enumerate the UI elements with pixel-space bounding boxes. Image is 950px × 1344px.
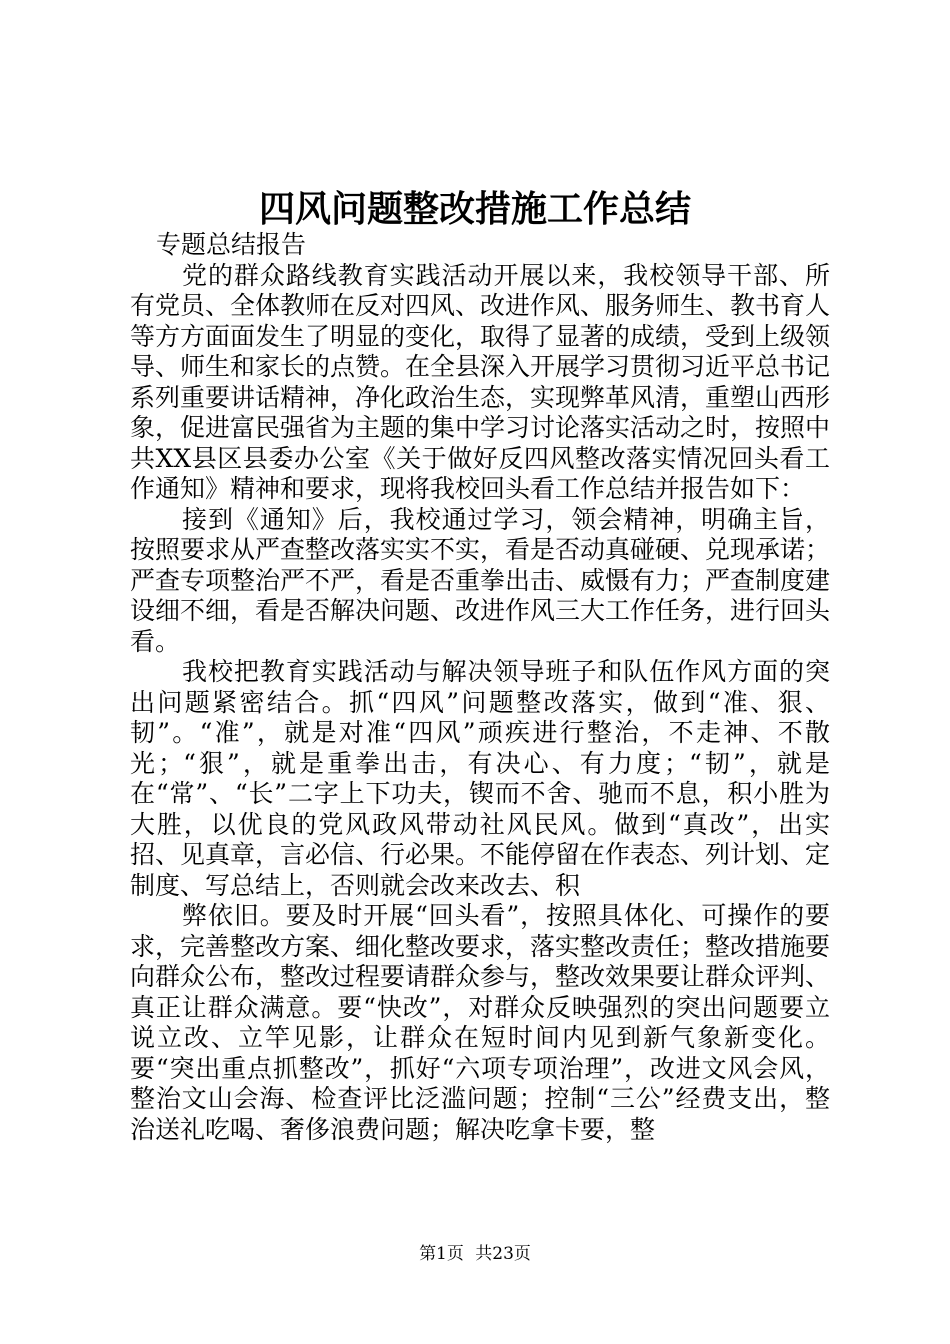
document-body	[130, 230, 830, 1145]
paragraph: 弊依旧。要及时开展“回头看”，按照具体化、可操作的要求，完善整改方案、细化整改要求，落实整改责任；整改措施要向群众公布，整改过程要请群众参与，整改效果要让群众评判、真正让群众满意。要“快改”，对群众反映强烈的突出问题要立说立改、立竿见影，让群众在短时间内见到新气象新变化。要“突出重点抓整改”，抓好“六项专项治理”，改进文风会风，整治文山会海、检查评比泛滥问题；控制“三公”经费支出，整治送礼吃喝、奢侈浪费问题；解决吃拿卡要，整	[130, 901, 831, 1144]
page-total: 共23页	[475, 1244, 531, 1264]
document-subtitle: 专题总结报告	[156, 230, 307, 259]
paragraph: 接到《通知》后，我校通过学习，领会精神，明确主旨，按照要求从严查整改落实实不实，看是否动真碰硬、兑现承诺；严查专项整治严不严，看是否重拳出击、威慑有力；严查制度建设细不细，看是否解决问题、改进作风三大工作任务，进行回头看。	[130, 504, 831, 656]
page-number: 第1页	[419, 1244, 464, 1264]
paragraph: 我校把教育实践活动与解决领导班子和队伍作风方面的突出问题紧密结合。抓“四风”问题整改落实，做到“准、狠、韧”。“准”，就是对准“四风”顽疾进行整治，不走神、不散光；“狠”，就是重拳出击，有决心、有力度；“韧”，就是在“常”、“长”二字上下功夫，锲而不舍、驰而不息，积小胜为大胜，以优良的党风政风带动社风民风。做到“真改”，出实招、见真章，言必信、行必果。不能停留在作表态、列计划、定制度、写总结上，否则就会改来改去、积	[130, 657, 831, 900]
page-footer	[0, 1243, 950, 1265]
page-title: 四风问题整改措施工作总结	[258, 188, 691, 230]
paragraph: 党的群众路线教育实践活动开展以来，我校领导干部、所有党员、全体教师在反对四风、改进作风、服务师生、教书育人等方方面面发生了明显的变化，取得了显著的成绩，受到上级领导、师生和家长的点赞。在全县深入开展学习贯彻习近平总书记系列重要讲话精神，净化政治生态，实现弊革风清，重塑山西形象，促进富民强省为主题的集中学习讨论落实活动之时，按照中共XX县区县委办公室《关于做好反四风整改落实情况回头看工作通知》精神和要求，现将我校回头看工作总结并报告如下：	[130, 260, 831, 503]
